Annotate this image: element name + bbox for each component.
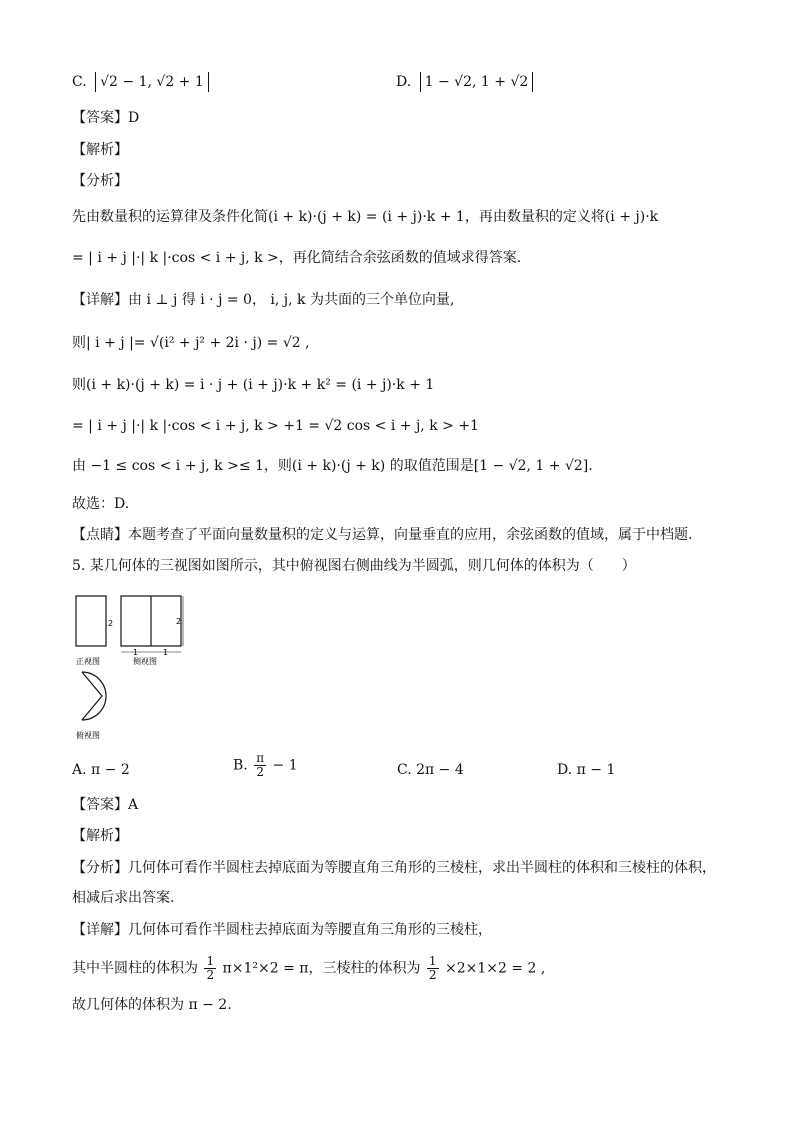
q5-option-a xyxy=(72,760,130,780)
dim-side-h: 2 xyxy=(176,617,182,626)
q5-detail-line3: 故几何体的体积为 π − 2. xyxy=(72,997,232,1013)
frac-num: π xyxy=(256,751,265,765)
q4-detail-line2: 则| i + j |= √(i² + j² + 2i · j) = √2 , xyxy=(72,335,310,351)
q4-detail-line5: 由 −1 ≤ cos < i + j, k >≤ 1，则(i + k)·(j + k) 的取值范围是[1 − √2, 1 + √2]. xyxy=(72,458,593,474)
q5-detail-line1: 【详解】几何体可看作半圆柱去掉底面为等腰直角三角形的三棱柱， xyxy=(72,922,492,938)
q5-fenxi-line2: 相减后求出答案. xyxy=(72,890,175,906)
q5-option-a-text: π − 2 xyxy=(91,762,130,778)
q5-option-b-frac xyxy=(254,752,266,779)
q4-choose: 故选：D. xyxy=(72,496,130,512)
q4-detail-line4: = | i + j |·| k |·cos < i + j, k > +1 = √2 cos < i + j, k > +1 xyxy=(72,418,479,434)
frac-den: 2 xyxy=(256,765,264,779)
q5-detail-line2-c: ×2×1×2 = 2 , xyxy=(445,960,546,977)
q5-option-b-rest: − 1 xyxy=(272,757,298,774)
side-view-label: 侧视图 xyxy=(133,657,157,666)
q5-detail-line2-a: 其中半圆柱的体积为 xyxy=(72,960,198,977)
q4-comment: 【点睛】本题考查了平面向量数量积的定义与运算，向量垂直的应用，余弦函数的值域，属于中档题. xyxy=(72,527,693,543)
q5-option-d xyxy=(557,760,615,780)
front-view-label: 正视图 xyxy=(76,657,100,666)
half-frac-1 xyxy=(204,955,216,982)
option-c-value: √2 − 1, √2 + 1 xyxy=(95,72,209,92)
q4-detail-line1: 【详解】由 i ⊥ j 得 i · j = 0， i, j, k 为共面的三个单位向量, xyxy=(72,292,455,308)
q5-fenxi-line1: 【分析】几何体可看作半圆柱去掉底面为等腰直角三角形的三棱柱，求出半圆柱的体积和三棱柱的体积， xyxy=(72,860,716,876)
q4-analysis-title: 【解析】 xyxy=(72,142,128,158)
q4-detail-line3: 则(i + k)·(j + k) = i · j + (i + j)·k + k² = (i + j)·k + 1 xyxy=(72,377,435,393)
q5-option-a-label: A. xyxy=(72,762,87,778)
q5-option-b-label: B. xyxy=(233,757,248,774)
dim-front-h: 2 xyxy=(108,619,114,628)
q5-option-c-text: 2π − 4 xyxy=(416,762,464,778)
front-view-rect xyxy=(76,596,106,646)
q5-option-c xyxy=(397,760,464,780)
q5-analysis-title: 【解析】 xyxy=(72,828,128,844)
option-d xyxy=(396,72,533,92)
q4-fenxi-line2: = | i + j |·| k |·cos < i + j, k >，再化简结合余弦函数的值域求得答案. xyxy=(72,250,522,266)
option-d-value: 1 − √2, 1 + √2 xyxy=(420,72,534,92)
half-num-2: 1 xyxy=(428,954,437,968)
q5-option-d-text: π − 1 xyxy=(576,762,616,778)
option-d-label: D. xyxy=(396,74,412,90)
q5-detail-line2-b: π×1²×2 = π，三棱柱的体积为 xyxy=(222,960,421,977)
q5-option-d-label: D. xyxy=(557,762,573,778)
top-view-label: 俯视图 xyxy=(76,731,100,740)
option-c xyxy=(72,72,209,92)
q4-fenxi-title: 【分析】 xyxy=(72,173,128,189)
half-num-1: 1 xyxy=(206,954,215,968)
dim-side-w2: 1 xyxy=(163,648,169,657)
half-den-1: 2 xyxy=(206,968,215,982)
q4-answer: 【答案】D xyxy=(72,110,140,126)
three-view-figure xyxy=(72,590,192,750)
half-den-2: 2 xyxy=(428,968,437,982)
q5-stem: 5. 某几何体的三视图如图所示，其中俯视图右侧曲线为半圆弧，则几何体的体积为（ ） xyxy=(72,558,636,574)
q5-option-c-label: C. xyxy=(397,762,412,778)
dim-side-w1: 1 xyxy=(133,648,139,657)
q5-detail-line2 xyxy=(72,955,545,982)
option-c-label: C. xyxy=(72,74,87,90)
q5-option-b xyxy=(233,752,298,779)
q5-answer: 【答案】A xyxy=(72,797,139,813)
q4-fenxi-line1: 先由数量积的运算律及条件化简(i + k)·(j + k) = (i + j)·k + 1，再由数量积的定义将(i + j)·k xyxy=(72,209,659,225)
half-frac-2 xyxy=(427,955,439,982)
